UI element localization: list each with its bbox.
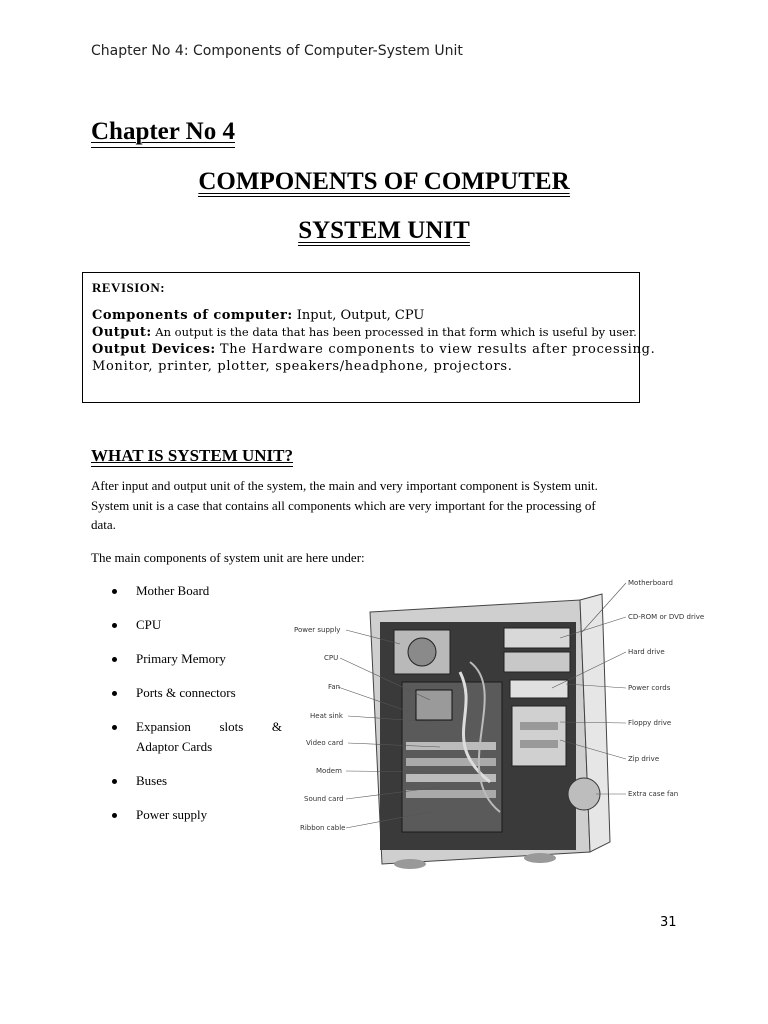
list-item-label-line-2: Adaptor Cards bbox=[136, 739, 213, 754]
list-item-word: & bbox=[271, 719, 282, 734]
diagram-label-floppy-drive: Floppy drive bbox=[628, 719, 672, 727]
revision-components-line bbox=[92, 307, 629, 324]
list-item-word: Expansion bbox=[136, 719, 191, 734]
revision-output-line bbox=[92, 324, 637, 341]
bullet-icon bbox=[112, 691, 117, 696]
chapter-title-line-2 bbox=[0, 217, 768, 245]
diagram-label-cd-rom-drive: CD-ROM or DVD drive bbox=[628, 613, 704, 621]
list-item-label: Buses bbox=[136, 773, 168, 788]
list-item bbox=[112, 649, 282, 669]
output-text: An output is the data that has been processed in that form which is useful by user. bbox=[155, 325, 637, 339]
diagram-label-heat-sink: Heat sink bbox=[310, 712, 343, 720]
output-devices-text: The Hardware components to view results after processing. bbox=[219, 342, 656, 357]
paragraph-line-2: System unit is a case that contains all components which are very important for the processing of bbox=[91, 497, 596, 513]
output-devices-list: Monitor, printer, plotter, speakers/headphone, projectors. bbox=[92, 359, 513, 374]
diagram-label-cpu: CPU bbox=[324, 654, 339, 662]
bullet-icon bbox=[112, 623, 117, 628]
section-heading: WHAT IS SYSTEM UNIT? bbox=[91, 446, 294, 465]
diagram-label-fan: Fan bbox=[328, 683, 341, 691]
diagram-label-ribbon-cable: Ribbon cable bbox=[300, 824, 346, 832]
chapter-title-line-1 bbox=[0, 168, 768, 196]
system-unit-diagram bbox=[290, 572, 704, 874]
chapter-number-heading: Chapter No 4 bbox=[91, 118, 235, 148]
bullet-icon bbox=[112, 725, 117, 730]
output-devices-label: Output Devices: bbox=[92, 342, 216, 357]
page-number: 31 bbox=[660, 915, 677, 930]
diagram-label-hard-drive: Hard drive bbox=[628, 648, 665, 656]
list-item bbox=[112, 717, 282, 757]
list-item bbox=[112, 771, 282, 791]
components-label: Components of computer: bbox=[92, 308, 293, 323]
list-item-label-line-1 bbox=[136, 717, 282, 737]
components-intro-paragraph: The main components of system unit are here under: bbox=[91, 550, 365, 565]
diagram-label-motherboard: Motherboard bbox=[628, 579, 673, 587]
diagram-label-extra-case-fan: Extra case fan bbox=[628, 790, 679, 798]
revision-box bbox=[82, 272, 656, 403]
list-item-label: Ports & connectors bbox=[136, 685, 236, 700]
diagram-label-zip-drive: Zip drive bbox=[628, 755, 660, 763]
list-item-label: Mother Board bbox=[136, 583, 210, 598]
chapter-title-line-1-text: COMPONENTS OF COMPUTER bbox=[198, 168, 570, 195]
diagram-label-power-supply: Power supply bbox=[294, 626, 341, 634]
list-item bbox=[112, 683, 282, 703]
list-item-label: Primary Memory bbox=[136, 651, 226, 666]
list-item-label: Power supply bbox=[136, 807, 208, 822]
list-item-word: slots bbox=[219, 719, 244, 734]
paragraph-line-3: data. bbox=[91, 517, 116, 532]
revision-devices-line bbox=[92, 341, 656, 358]
output-label: Output: bbox=[92, 325, 152, 340]
diagram-label-modem: Modem bbox=[316, 767, 342, 775]
components-list bbox=[112, 581, 282, 839]
chapter-title-line-2-text: SYSTEM UNIT bbox=[298, 217, 470, 244]
components-text: Input, Output, CPU bbox=[296, 308, 425, 323]
diagram-label-sound-card: Sound card bbox=[304, 795, 344, 803]
list-item bbox=[112, 581, 282, 601]
bullet-icon bbox=[112, 813, 117, 818]
list-item bbox=[112, 615, 282, 635]
list-item-label: CPU bbox=[136, 617, 162, 632]
list-item bbox=[112, 805, 282, 825]
diagram-labels-right bbox=[628, 579, 704, 798]
system-unit-paragraph bbox=[91, 476, 681, 535]
bullet-icon bbox=[112, 657, 117, 662]
computer-case-illustration bbox=[370, 594, 610, 869]
diagram-labels-left bbox=[294, 626, 345, 832]
running-header: Chapter No 4: Components of Computer-System Unit bbox=[91, 43, 463, 59]
revision-heading: REVISION: bbox=[92, 280, 166, 295]
diagram-label-video-card: Video card bbox=[306, 739, 344, 747]
bullet-icon bbox=[112, 779, 117, 784]
bullet-icon bbox=[112, 589, 117, 594]
diagram-label-power-cords: Power cords bbox=[628, 684, 671, 692]
paragraph-line-1: After input and output unit of the system, the main and very important component is System unit. bbox=[91, 478, 598, 493]
